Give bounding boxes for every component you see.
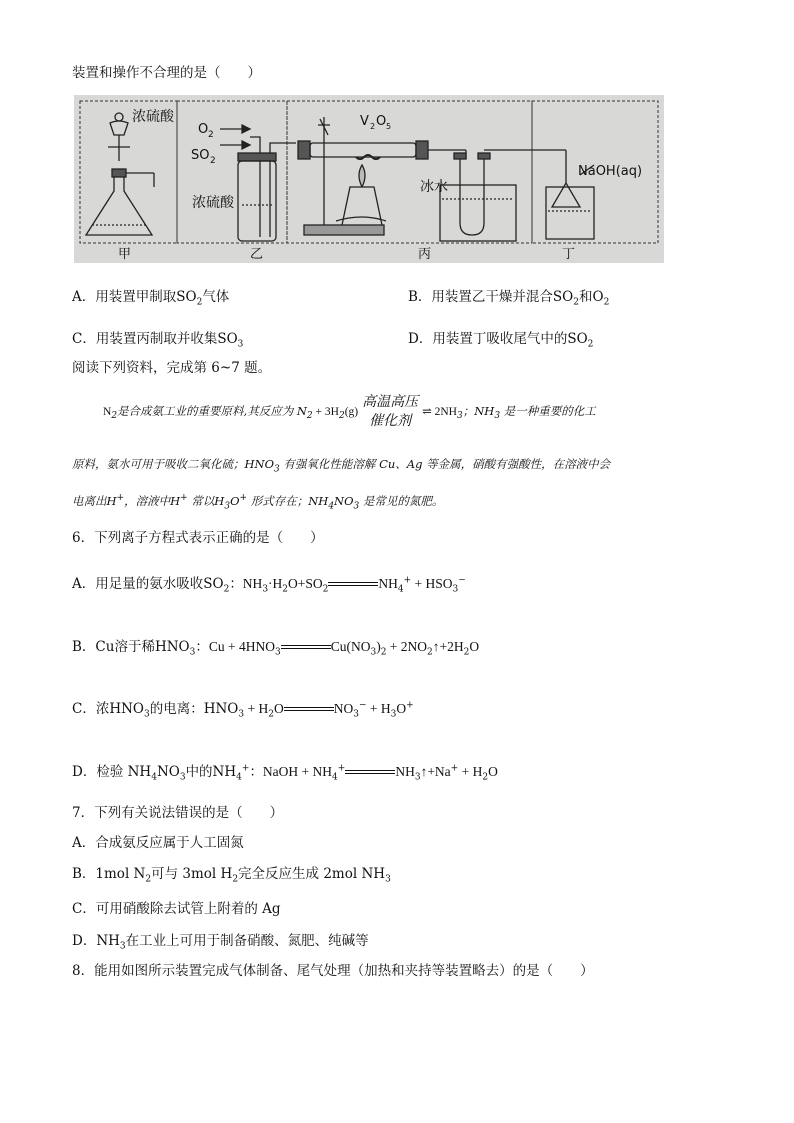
q6-option-c[interactable]: C．浓$HNO_3$的电离：$HNO_3 + H_2O$ $NO_3^- + H_3O^+$ [72,700,414,720]
apparatus-yi [220,125,296,241]
q6-stem: 6．下列离子方程式表示正确的是（ ） [72,530,324,546]
svg-text:5: 5 [386,122,392,131]
apparatus-jia [86,113,154,235]
equals-sign [328,580,378,590]
q6-option-a[interactable]: A．用足量的氨水吸收$SO_2$：$NH_3\cdot H_2O+SO_2$ $NH_4^+ + HSO_3^-$ [72,575,466,595]
q5-option-c[interactable]: C．用装置丙制取并收集$SO_3$ [72,331,244,350]
svg-text:2: 2 [370,122,376,131]
reading-line-2: 原料，氨水可用于吸收二氧化硫；$HNO_3$ 有强氧化性能溶解 Cu、Ag 等金属，硝酸有强酸性，在溶液中会 [72,457,611,475]
reaction-conditions: 高温高压 催化剂 [362,394,419,429]
equals-sign [281,643,331,653]
apparatus-figure [74,95,664,263]
label-conc-acid-b: 浓硫酸 [192,195,234,211]
q6-option-d[interactable]: D．检验 $NH_4NO_3$中的$NH_4^+$：NaOH + $NH_4^+$ $NH_3↑+Na^+ + H_2O$ [72,763,498,783]
q7-option-b[interactable]: B．1mol $N_2$可与 3mol $H_2$完全反应生成 2mol $NH_3$ [72,866,391,885]
equals-sign [345,768,395,778]
q7-option-a[interactable]: A．合成氨反应属于人工固氮 [72,835,244,851]
reading-line-1: $N_2$是合成氨工业的重要原料,其反应为 $N_2 + 3H_2(g)$高温高压 催化剂⇌ $2NH_3$；$NH_3$ 是一种重要的化工 [103,394,596,429]
equals-sign [284,705,334,715]
label-so2: SO [191,148,210,163]
label-naoh: NaOH(aq) [578,164,643,179]
q6-option-b[interactable]: B．Cu溶于稀$HNO_3$：$Cu + 4HNO_3$ $Cu(NO_3)_2$ + $2NO_2↑+2H_2O$ [72,639,480,658]
label-conc-acid-top: 浓硫酸 [132,109,174,125]
q7-option-d[interactable]: D．$NH_3$在工业上可用于制备硝酸、氮肥、纯碱等 [72,933,369,952]
label-v2o5: V [360,114,369,129]
q5-option-a[interactable]: A．用装置甲制取$SO_2$气体 [72,289,230,308]
apparatus-diagram [74,95,664,263]
apparatus-bing [298,117,526,241]
caption-ding: 丁 [562,247,576,262]
svg-text:2: 2 [210,156,216,166]
svg-text:O: O [376,114,387,129]
caption-jia: 甲 [118,247,132,262]
svg-text:2: 2 [208,130,214,140]
q8-stem: 8．能用如图所示装置完成气体制备、尾气处理（加热和夹持等装置略去）的是（ ） [72,963,594,979]
label-o2: O [198,122,209,137]
q7-option-c[interactable]: C．可用硝酸除去试管上附着的 Ag [72,901,281,917]
reading-line-3: 电离出H+，溶液中H+ 常以$H_3O^+$ 形式存在；$NH_4NO_3$ 是常见的氮肥。 [72,493,444,512]
q5-option-b[interactable]: B．用装置乙干燥并混合$SO_2$和$O_2$ [408,289,610,308]
caption-yi: 乙 [250,247,264,262]
q7-stem: 7．下列有关说法错误的是（ ） [72,805,284,821]
q5-stem: 装置和操作不合理的是（ ） [72,65,261,81]
q5-option-d[interactable]: D．用装置丁吸收尾气中的$SO_2$ [408,331,594,350]
caption-bing: 丙 [418,247,432,262]
reading-intro: 阅读下列资料，完成第 6~7 题。 [72,360,272,376]
label-ice-water: 冰水 [420,179,448,195]
